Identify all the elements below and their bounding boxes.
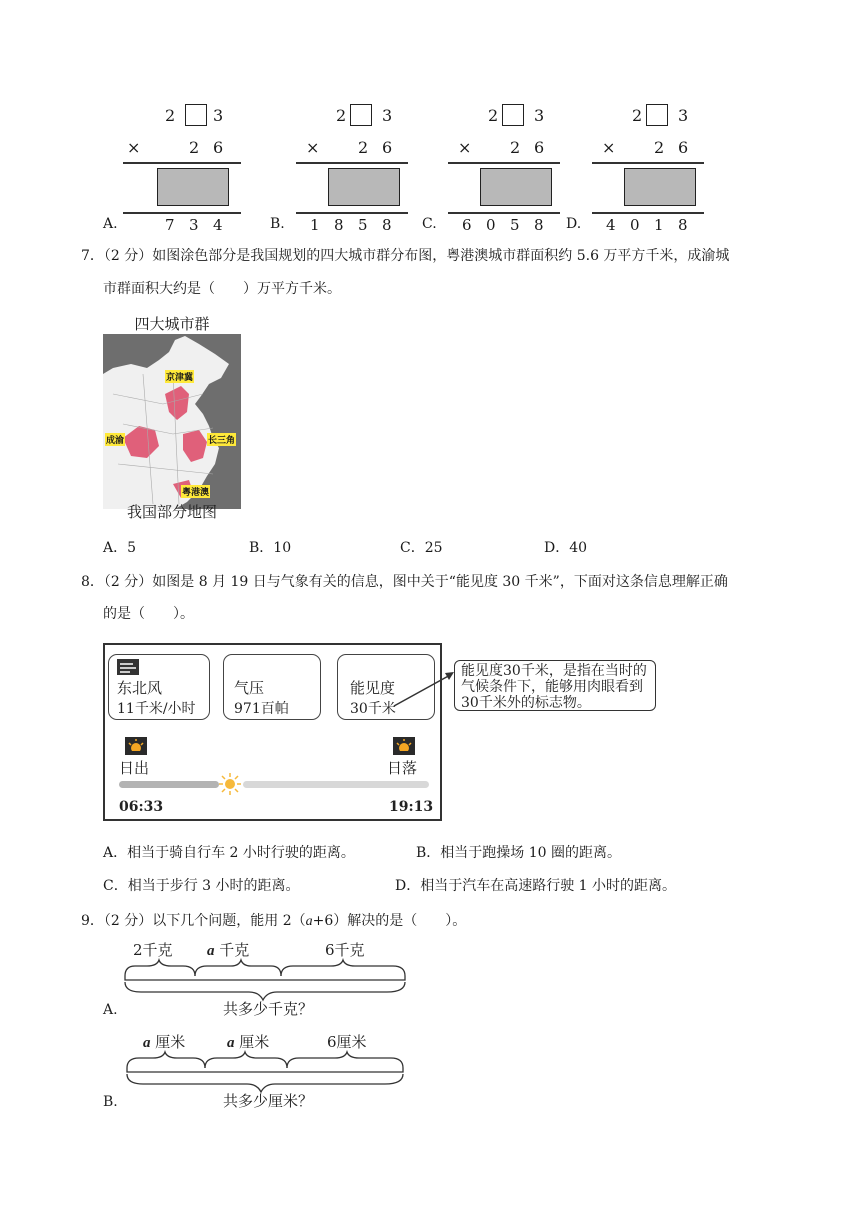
city-cluster-map	[103, 313, 241, 523]
top-digit-left: 2	[336, 106, 347, 125]
map-title: 四大城市群	[134, 315, 210, 333]
result-digit: 5	[510, 216, 520, 234]
times-sign: ×	[458, 138, 472, 157]
callout-arrow	[390, 660, 460, 710]
top-digit-left: 2	[488, 106, 499, 125]
q7-line-2: 市群面积大约是（ ）万平方千米。	[103, 281, 341, 297]
map-label-ygq: 粤港澳	[181, 485, 210, 498]
times-sign: ×	[602, 138, 616, 157]
segment-unit: 千克	[219, 941, 250, 959]
multiplier-digit: 2	[654, 138, 665, 157]
option-letter: B.	[270, 216, 285, 232]
daylight-bar	[119, 781, 219, 788]
q8-option-a[interactable]: A．相当于骑自行车 2 小时行驶的距离。	[103, 845, 355, 861]
divider-line	[592, 162, 704, 164]
result-digit: 1	[310, 216, 320, 234]
q8-line-1: 8．（2 分）如图是 8 月 19 日与气象有关的信息，图中关于“能见度 30 千米”，下面对这条信息理解正确	[81, 574, 728, 590]
segment-label-1: 2千克	[133, 941, 173, 959]
question-text: 共多少千克？	[223, 1000, 314, 1018]
result-digit: 4	[606, 216, 616, 234]
missing-digit-box	[185, 104, 207, 126]
result-digit: 8	[334, 216, 344, 234]
q9-text-start: 9．（2 分）以下几个问题，能用 2（	[81, 913, 306, 929]
divider-line	[448, 212, 560, 214]
missing-digit-box	[502, 104, 524, 126]
wind-icon	[117, 659, 139, 675]
result-digit: 5	[358, 216, 368, 234]
divider-line	[296, 212, 408, 214]
segment-braces	[123, 1050, 413, 1094]
sunrise-time: 06:33	[119, 799, 164, 815]
divider-line	[123, 162, 241, 164]
top-digit-left: 2	[165, 106, 176, 125]
result-digit: 4	[213, 216, 223, 234]
result-digit: 8	[678, 216, 688, 234]
option-letter: A.	[103, 216, 118, 232]
segment-braces	[121, 958, 411, 1002]
segment-variable: a	[143, 1035, 151, 1051]
wind-value: 11千米/小时	[117, 701, 196, 717]
hidden-product-box	[157, 168, 229, 206]
pressure-title: 气压	[234, 679, 265, 697]
hidden-product-box	[624, 168, 696, 206]
question-text: 共多少厘米？	[223, 1092, 314, 1110]
segment-unit: 厘米	[239, 1033, 270, 1051]
multiplier-digit: 2	[510, 138, 521, 157]
q6-option-d[interactable]	[566, 100, 689, 235]
multiplier-digit: 6	[213, 138, 224, 157]
times-sign: ×	[127, 138, 141, 157]
map-label-jjj: 京津冀	[165, 370, 194, 383]
option-letter: B.	[103, 1094, 118, 1110]
result-digit: 6	[462, 216, 472, 234]
q7-option-a[interactable]: A．5	[103, 540, 137, 556]
top-digit-right: 3	[213, 106, 224, 125]
result-digit: 3	[189, 216, 199, 234]
pressure-value: 971百帕	[234, 701, 289, 717]
segment-label-3: 6千克	[325, 941, 365, 959]
sun-icon	[219, 773, 241, 795]
q6-option-b[interactable]	[270, 100, 393, 235]
hidden-product-box	[328, 168, 400, 206]
result-digit: 7	[165, 216, 175, 234]
divider-line	[448, 162, 560, 164]
q9-text-end: +6）解决的是（ ）。	[312, 913, 467, 929]
q9-variable: a	[305, 914, 313, 929]
q9-option-a[interactable]	[103, 936, 413, 1022]
segment-label-2	[207, 939, 249, 960]
q8-line-2: 的是（ ）。	[103, 606, 194, 622]
top-digit-left: 2	[632, 106, 643, 125]
segment-label-2	[227, 1031, 269, 1052]
q8-option-d[interactable]: D．相当于汽车在高速路行驶 1 小时的距离。	[395, 878, 677, 894]
segment-label-1	[143, 1031, 185, 1052]
multiplier-digit: 6	[382, 138, 393, 157]
q7-line-1: 7．（2 分）如图涂色部分是我国规划的四大城市群分布图，粤港澳城市群面积约 5.6 万平方千米，成渝城	[81, 248, 730, 264]
segment-variable: a	[227, 1035, 235, 1051]
multiplier-digit: 2	[358, 138, 369, 157]
map-caption: 我国部分地图	[126, 503, 217, 521]
result-digit: 1	[654, 216, 664, 234]
sunset-label: 日落	[387, 759, 418, 777]
q7-option-d[interactable]: D．40	[544, 540, 588, 556]
multiplier-digit: 2	[189, 138, 200, 157]
result-digit: 0	[486, 216, 496, 234]
missing-digit-box	[646, 104, 668, 126]
missing-digit-box	[350, 104, 372, 126]
map-label-csj: 长三角	[207, 433, 236, 446]
map-label-cy: 成渝	[105, 433, 125, 446]
top-digit-right: 3	[678, 106, 689, 125]
option-letter: C.	[422, 216, 437, 232]
q7-option-c[interactable]: C．25	[400, 540, 443, 556]
q9-option-b[interactable]	[103, 1028, 413, 1114]
segment-label-3: 6厘米	[327, 1033, 367, 1051]
wind-title: 东北风	[117, 679, 163, 697]
top-digit-right: 3	[534, 106, 545, 125]
daylight-bar-remaining	[243, 781, 429, 788]
sunset-icon	[393, 737, 415, 755]
q8-option-c[interactable]: C．相当于步行 3 小时的距离。	[103, 878, 300, 894]
china-map-graphic	[103, 334, 241, 509]
sunrise-label: 日出	[119, 759, 150, 777]
option-letter: D.	[566, 216, 582, 232]
top-digit-right: 3	[382, 106, 393, 125]
q7-option-b[interactable]: B．10	[249, 540, 292, 556]
multiplier-digit: 6	[678, 138, 689, 157]
option-letter: A.	[103, 1002, 118, 1018]
result-digit: 8	[382, 216, 392, 234]
visibility-callout: 能见度30千米，是指在当时的气候条件下，能够用肉眼看到30千米外的标志物。	[454, 660, 656, 711]
visibility-title: 能见度	[350, 679, 396, 697]
pressure-card	[223, 654, 321, 720]
divider-line	[123, 212, 241, 214]
sunset-time: 19:13	[389, 799, 434, 815]
times-sign: ×	[306, 138, 320, 157]
result-digit: 0	[630, 216, 640, 234]
hidden-product-box	[480, 168, 552, 206]
q9-line-1	[81, 911, 466, 932]
sunrise-icon	[125, 737, 147, 755]
wind-card	[108, 654, 210, 720]
result-digit: 8	[534, 216, 544, 234]
q8-option-b[interactable]: B．相当于跑操场 10 圈的距离。	[416, 845, 622, 861]
q6-option-c[interactable]	[422, 100, 545, 235]
segment-unit: 厘米	[155, 1033, 186, 1051]
multiplier-digit: 6	[534, 138, 545, 157]
segment-variable: a	[207, 943, 215, 959]
visibility-value: 30千米	[350, 701, 396, 717]
divider-line	[592, 212, 704, 214]
divider-line	[296, 162, 408, 164]
q6-option-a[interactable]	[103, 100, 223, 235]
